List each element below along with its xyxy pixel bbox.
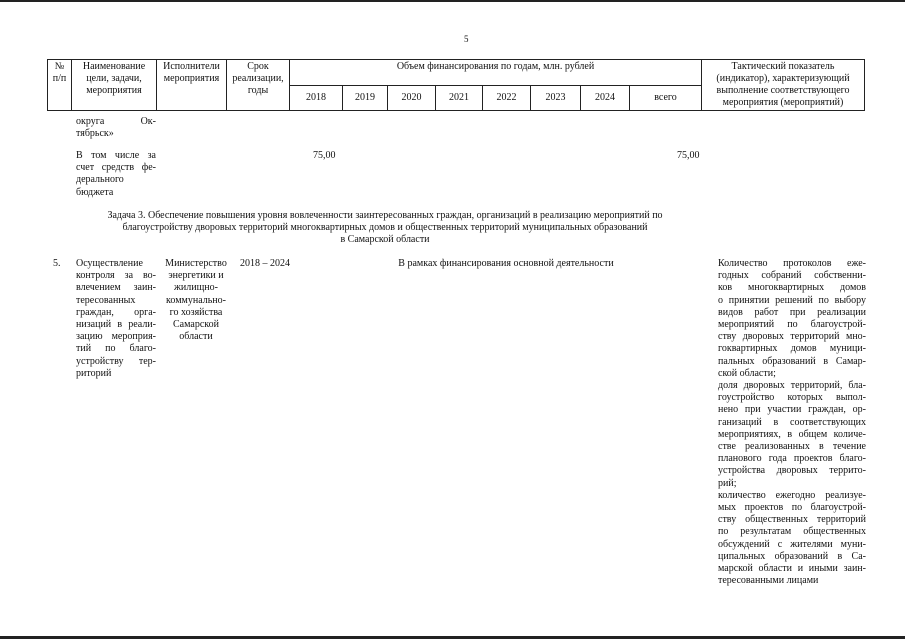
federal-line: В том числе за (76, 150, 156, 161)
row5-indicator-line: нено при участии граждан, ор- (718, 404, 866, 416)
row5-name-line: зацию мероприя- (76, 331, 156, 343)
federal-line: счет средств фе- (76, 162, 156, 174)
row5-indicator-line: годных собраний собственни- (718, 270, 866, 282)
header-year-2022: 2022 (483, 85, 531, 111)
row5-indicator-line: гоквартирных домов муници- (718, 343, 866, 355)
row5-indicator-line: рий; (718, 477, 737, 489)
row5-name-line: тересованных (76, 294, 136, 306)
page-border-top (0, 0, 905, 2)
row5-indicator-line: обсуждений с жителями муни- (718, 538, 866, 550)
row5-executor-line: Министерство (165, 258, 227, 269)
row5-indicator-line: тересованными лицами (718, 575, 819, 587)
page-number: 5 (464, 34, 469, 44)
header-num: № п/п (48, 60, 72, 111)
continuation-name (76, 116, 156, 140)
continuation-line1-right: Ок- (140, 116, 156, 127)
row5-name-line: низаций в реали- (76, 319, 156, 331)
row5-funding: В рамках финансирования основной деятельности (398, 258, 614, 269)
row5-indicator-line: ской области; (718, 367, 776, 379)
row5-executor-line: коммунально- (166, 294, 226, 306)
row5-indicator-line: мероприятиях, в общем количе- (718, 428, 866, 440)
row5-indicator-line: пальных образований в Самар- (718, 355, 866, 367)
federal-value-total: 75,00 (677, 150, 700, 161)
row5-name-line: риторий (76, 367, 112, 379)
row5-executor (157, 258, 235, 343)
federal-value-2018: 75,00 (313, 150, 336, 161)
row5-term: 2018 – 2024 (240, 258, 290, 269)
header-year-2018: 2018 (290, 85, 343, 111)
row5-indicator (718, 258, 866, 587)
task3-line: Задача 3. Обеспечение повышения уровня вовлеченности заинтересованных граждан, организаций в реализацию мероприятий по (107, 210, 663, 221)
row5-indicator-line: ству дворовых территорий мно- (718, 331, 866, 343)
table-header (47, 59, 865, 111)
header-year-2024: 2024 (581, 85, 630, 111)
header-term: Срок реализации, годы (227, 60, 290, 111)
row5-name (76, 258, 156, 380)
row5-indicator-line: планового года проектов благо- (718, 453, 866, 465)
row5-executor-line: Самарской (173, 319, 219, 331)
row5-indicator-line: Количество протоколов еже- (718, 258, 866, 269)
row5-executor-line: жилищно- (174, 282, 218, 294)
header-year-2023: 2023 (531, 85, 581, 111)
continuation-line1-left: округа (76, 116, 105, 127)
row5-indicator-line: устройства дворовых террито- (718, 465, 866, 477)
row5-indicator-line: гоустройство которых выпол- (718, 392, 866, 404)
task3-line: в Самарской области (340, 234, 430, 246)
header-year-2020: 2020 (388, 85, 436, 111)
row5-name-line: контроля за во- (76, 270, 156, 282)
task3-line: благоустройству дворовых территорий многоквартирных домов и общественных территорий муниципальных образований (122, 222, 648, 234)
row5-name-line: влечением заин- (76, 282, 156, 294)
page-border-bottom (0, 636, 905, 639)
header-indicator: Тактический показатель (индикатор), характеризующий выполнение соответствующего мероприятия (мероприятий) (702, 60, 865, 111)
row5-num: 5. (53, 258, 61, 269)
header-year-total: всего (630, 85, 702, 111)
row5-indicator-line: ству общественных территорий (718, 514, 866, 526)
continuation-line2: тябрьск» (76, 128, 114, 140)
row5-indicator-line: марской области и иными заин- (718, 563, 866, 575)
row5-executor-line: го хозяйства (169, 306, 223, 318)
row5-indicator-line: мероприятий по благоустрой- (718, 319, 866, 331)
row5-indicator-line: по результатам общественных (718, 526, 866, 538)
row5-indicator-line: о принятии решений по выбору (718, 294, 866, 306)
row5-indicator-line: доля дворовых территорий, бла- (718, 380, 866, 392)
row5-indicator-line: стве реализованных в течение (718, 441, 866, 453)
header-year-2019: 2019 (343, 85, 388, 111)
header-executors: Исполнители мероприятия (157, 60, 227, 111)
row5-indicator-line: количество ежегодно реализуе- (718, 489, 866, 501)
row5-executor-line: области (179, 331, 213, 343)
row5-name-line: тий по благо- (76, 343, 156, 355)
row5-indicator-line: ципальных образований в Са- (718, 550, 866, 562)
header-year-2021: 2021 (436, 85, 483, 111)
row5-name-line: граждан, орга- (76, 306, 156, 318)
task3-heading (70, 210, 700, 247)
header-funding: Объем финансирования по годам, млн. рублей (290, 60, 702, 86)
federal-row-name (76, 150, 156, 199)
row5-indicator-line: ков многоквартирных домов (718, 282, 866, 294)
row5-name-line: Осуществление (76, 258, 143, 269)
row5-indicator-line: ганизаций в соответствующих (718, 416, 866, 428)
row5-indicator-line: мых проектов по благоустрой- (718, 502, 866, 514)
row5-executor-line: энергетики и (168, 270, 224, 282)
row5-name-line: устройству тер- (76, 355, 156, 367)
header-name: Наименование цели, задачи, мероприятия (72, 60, 157, 111)
row5-indicator-line: видов работ при реализации (718, 306, 866, 318)
federal-line: дерального (76, 174, 124, 186)
federal-line: бюджета (76, 186, 114, 198)
